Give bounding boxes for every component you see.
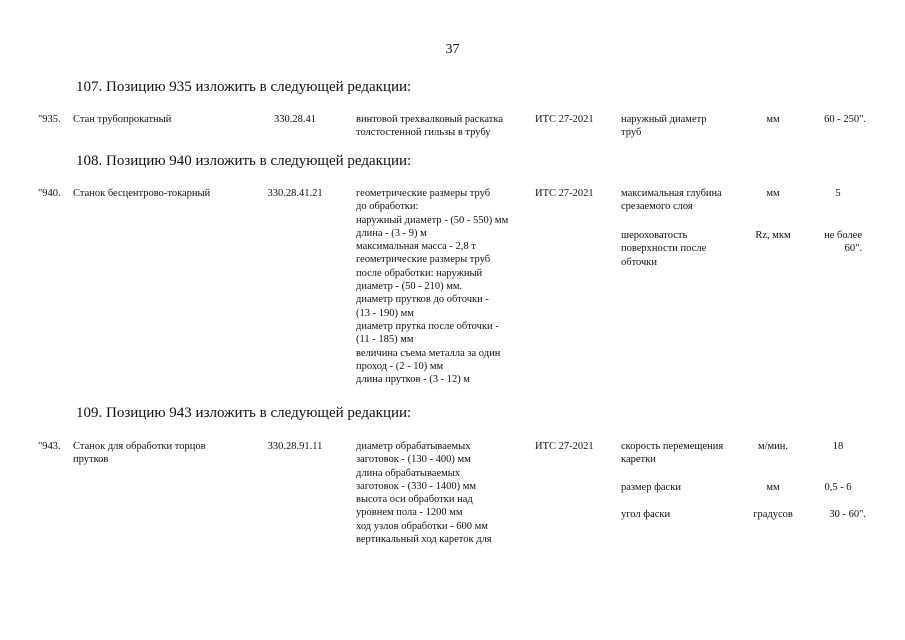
parameter-value: не более 60". bbox=[824, 230, 862, 255]
position-number: "943. bbox=[38, 441, 61, 452]
equipment-name: Стан трубопрокатный bbox=[73, 114, 172, 125]
parameter-name: шероховатость поверхности после обточки bbox=[621, 230, 707, 268]
parameter-value: 0,5 - 6 bbox=[824, 482, 852, 493]
its-reference: ИТС 27-2021 bbox=[535, 441, 594, 452]
equipment-description: диаметр обрабатываемых заготовок - (130 - 400) мм длина обрабатываемых заготовок - (330 - 1400) мм высота оси обработки над уровнем пола - 1200 мм ход узлов обработки - 600 мм вертикальный ход кареток для bbox=[356, 441, 492, 546]
equipment-name: Станок бесцентрово-токарный bbox=[73, 188, 211, 199]
parameter-unit: градусов bbox=[753, 509, 793, 520]
parameter-unit: мм bbox=[766, 482, 780, 493]
equipment-description: геометрические размеры труб до обработки: наружный диаметр - (50 - 550) мм длина - (3 - 9) м максимальная масса - 2,8 т геометрические размеры труб после обработки: наружный диаметр - (50 - 210) мм. диаметр прутков до обточки - (13 - 190) мм диаметр прутка после обточки - (11 - 185) мм величина съема металла за один проход - (2 - 10) мм длина прутков - (3 - 12) м bbox=[356, 188, 509, 386]
parameter-value: 18 bbox=[832, 441, 844, 452]
its-reference: ИТС 27-2021 bbox=[535, 188, 594, 199]
section-heading: 107. Позицию 935 изложить в следующей редакции: bbox=[76, 79, 412, 95]
parameter-unit: Rz, мкм bbox=[755, 230, 791, 241]
parameter-value: 30 - 60". bbox=[829, 509, 866, 520]
okpd-code: 330.28.41.21 bbox=[267, 188, 323, 199]
parameter-name: размер фаски bbox=[621, 482, 681, 493]
parameter-value: 5 bbox=[835, 188, 841, 199]
parameter-unit: м/мин. bbox=[757, 441, 789, 452]
position-number: "940. bbox=[38, 188, 61, 199]
okpd-code: 330.28.41 bbox=[274, 114, 316, 125]
equipment-description: винтовой трехвалковый раскатка толстостенной гильзы в трубу bbox=[356, 114, 503, 139]
okpd-code: 330.28.91.11 bbox=[267, 441, 323, 452]
equipment-name: Станок для обработки торцов прутков bbox=[73, 441, 206, 466]
parameter-unit: мм bbox=[766, 188, 780, 199]
position-number: "935. bbox=[38, 114, 61, 125]
section-heading: 108. Позицию 940 изложить в следующей редакции: bbox=[76, 153, 412, 169]
parameter-name: скорость перемещения каретки bbox=[621, 441, 724, 466]
parameter-name: наружный диаметр труб bbox=[621, 114, 707, 139]
parameter-unit: мм bbox=[766, 114, 780, 125]
its-reference: ИТС 27-2021 bbox=[535, 114, 594, 125]
parameter-name: максимальная глубина срезаемого слоя bbox=[621, 188, 722, 213]
parameter-name: угол фаски bbox=[621, 509, 671, 520]
section-heading: 109. Позицию 943 изложить в следующей редакции: bbox=[76, 405, 412, 421]
page-number: 37 bbox=[445, 42, 460, 57]
parameter-value: 60 - 250". bbox=[824, 114, 866, 125]
